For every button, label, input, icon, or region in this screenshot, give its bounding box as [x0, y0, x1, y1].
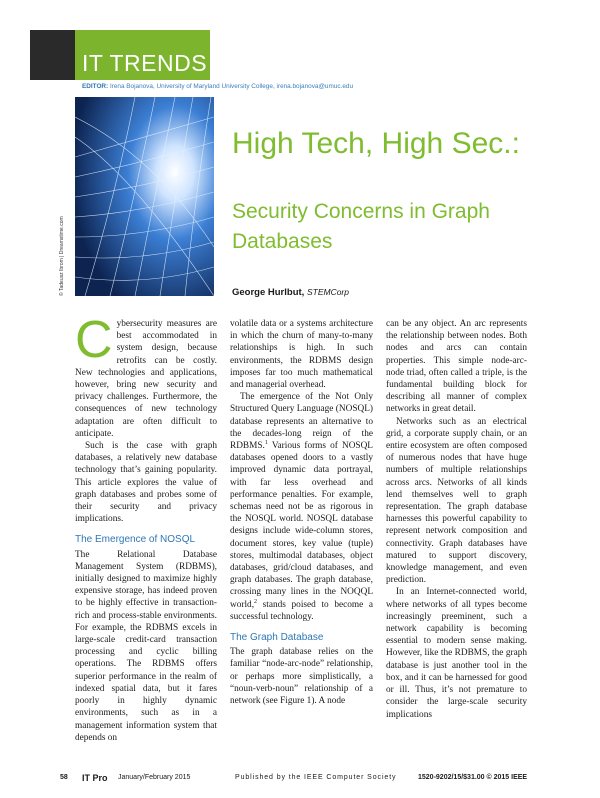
editor-text: Irena Bojanova, University of Maryland University College, irena.bojanova@umuc.edu — [109, 83, 354, 90]
footnote-ref[interactable]: 2 — [254, 598, 258, 605]
section-label: IT TRENDS — [82, 50, 208, 76]
image-credit: © Tadeusz Ibrom | Dreamstime.com — [59, 216, 65, 296]
byline — [232, 287, 349, 298]
header-dark-block — [30, 30, 75, 80]
network-sphere-icon — [75, 97, 214, 296]
issn-copyright: 1520-9202/15/$31.00 © 2015 IEEE — [418, 774, 528, 781]
paragraph: The Relational Database Management System (RDBMS), initially designed to maximize highly expensive storage, has indeed proven to be highly effective in transaction-rich and process-stable environments. For example, the RDBMS excels in large-scale credit-card transaction processing and cyclic billing operations. The RDBMS offers superior performance in the realm of indexed spatial data, but it fares poorly in highly dynamic environments, such as in a management information system that depends on — [75, 549, 217, 743]
hero-image — [75, 97, 214, 296]
paragraph: In an Internet-connected world, where networks of all types become increasingly preeminent, such a network capability is becoming essential to modern sense making. However, like the RDBMS, the graph database is just another tool in the box, and it can be harnessed for good or ill. Thus, it’s not premature to consider the large-scale security implications — [386, 587, 527, 720]
publisher-line: Published by the IEEE Computer Society — [235, 774, 397, 781]
magazine-name: IT Pro — [82, 773, 108, 783]
paragraph: Networks such as an electrical grid, a corporate supply chain, or an entire ecosystem are often composed of numerous nodes that have huge numbers of multiple relationships across arcs. Networks of all kinds lend themselves well to graph representation. The graph database harnesses this powerful capability to represent network composition and connectivity. Graph databases have matured to support discovery, knowledge management, and even prediction. — [386, 416, 527, 586]
article-title: High Tech, High Sec.: — [232, 127, 520, 160]
issue-date: January/February 2015 — [118, 774, 191, 781]
column-3 — [386, 318, 527, 721]
author-name: George Hurlbut, — [232, 287, 305, 298]
column-1 — [75, 311, 217, 744]
drop-cap: C — [75, 311, 113, 369]
paragraph: The emergence of the Not Only Structured Query Language (NOSQL) database represents an alternative to the decades-long reign of the RDBMS.$^1$ Various forms of NOSQL databases opened doors to a vastly improved dynamic data portrayal, with far less overhead and performance penalties. For example, schemas need not be as rigorous in the NOSQL world. NOSQL database designs include wide-column stores, document stores, key value (tuple) stores, multimodal databases, object databases, grid/cloud databases, and graph databases. The graph database, crossing many lines in the NOQQL world,$^2$ stands poised to become a successful technology. — [230, 392, 373, 622]
article-subtitle: Security Concerns in Graph Databases — [232, 200, 490, 253]
paragraph: can be any object. An arc represents the relationship between nodes. Both nodes and arcs can contain properties. This simple node-arc-node triad, often called a triple, is the fundamental building block for describing all manner of complex networks in great detail. — [386, 319, 527, 415]
paragraph: Such is the case with graph databases, a relatively new database technology that’s gaining popularity. This article explores the value of graph databases and probes some of their security and privacy implications. — [75, 441, 217, 525]
paragraph: The graph database relies on the familiar “node-arc-node” relationship, or perhaps more simplistically, a “noun-verb-noun” relationship of a network (see Figure 1). A node — [230, 647, 373, 707]
editor-label: EDITOR: — [82, 83, 109, 90]
page-footer — [30, 774, 570, 786]
page-number: 58 — [60, 774, 68, 781]
column-2 — [230, 318, 373, 707]
paragraph: volatile data or a systems architecture in which the churn of many-to-many relationships is high. In such environments, the RDBMS design imposes far too much mathematical and managerial overhead. — [230, 319, 373, 391]
footnote-ref[interactable]: 1 — [264, 439, 268, 446]
author-affiliation: STEMCorp — [306, 287, 349, 297]
section-heading-nosql: The Emergence of NOSQL — [75, 534, 196, 546]
section-heading-graph-database: The Graph Database — [230, 632, 324, 644]
intro-paragraph: Cybersecurity measures are best accommodated in system design, because retrofits can be costly. New technologies and applications, however, bring new security and privacy challenges. Furthermore, the consequences of new technology adaptation are often difficult to anticipate. — [75, 311, 217, 439]
editor-credit — [82, 83, 353, 90]
